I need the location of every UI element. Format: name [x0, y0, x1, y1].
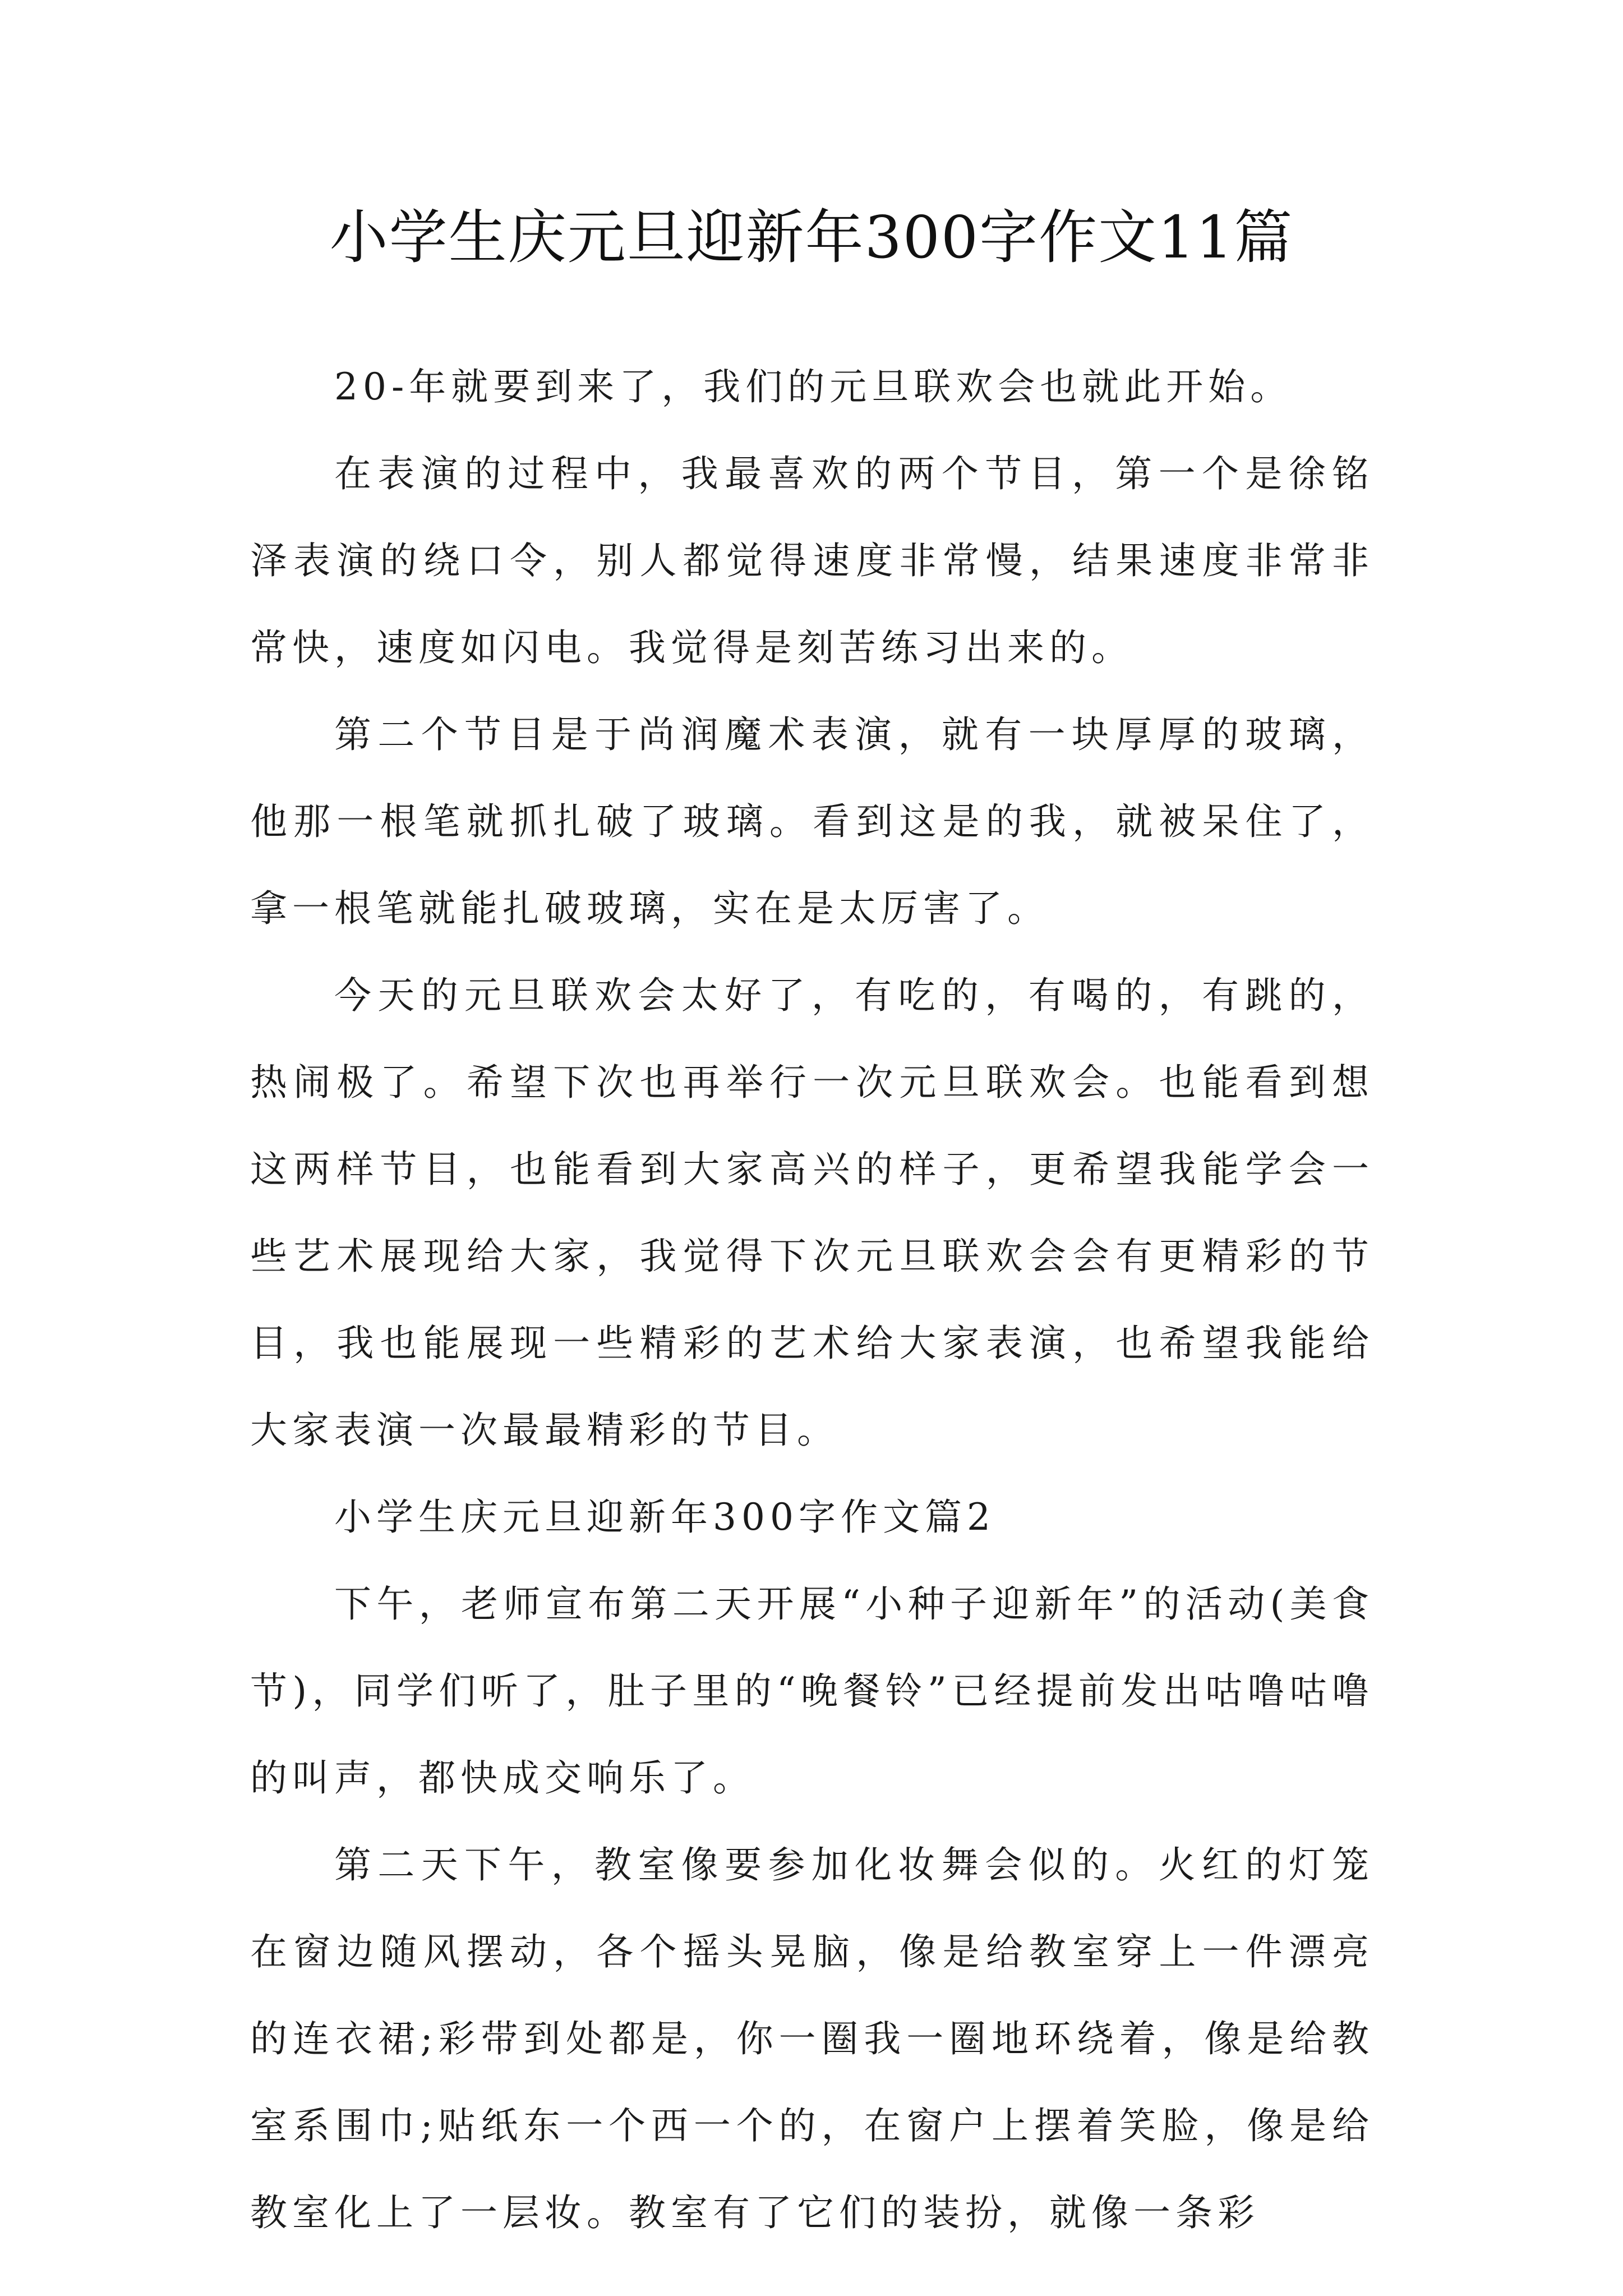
paragraph-1: 20-年就要到来了，我们的元旦联欢会也就此开始。	[334, 365, 1293, 408]
section-heading-essay-2: 小学生庆元旦迎新年300字作文篇2	[334, 1496, 995, 1539]
paragraph-5: 下午，老师宣布第二天开展“小种子迎新年”的活动(美食节)，同学们听了，肚子里的“晚餐铃”已经提前发出咕噜咕噜的叫声，都快成交响乐了。	[250, 1582, 1374, 1800]
document-title: 小学生庆元旦迎新年300字作文11篇	[329, 203, 1294, 272]
paragraph-4: 今天的元旦联欢会太好了，有吃的，有喝的，有跳的，热闹极了。希望下次也再举行一次元旦联欢会。也能看到想这两样节目，也能看到大家高兴的样子，更希望我能学会一些艺术展现给大家，我觉得下次元旦联欢会会有更精彩的节目，我也能展现一些精彩的艺术给大家表演，也希望我能给大家表演一次最最精彩的节目。	[250, 974, 1374, 1452]
document-body	[250, 343, 1374, 2256]
paragraph-6: 第二天下午，教室像要参加化妆舞会似的。火红的灯笼在窗边随风摆动，各个摇头晃脑，像是给教室穿上一件漂亮的连衣裙;彩带到处都是，你一圈我一圈地环绕着，像是给教室系围巾;贴纸东一个西一个的，在窗户上摆着笑脸，像是给教室化上了一层妆。教室有了它们的装扮，就像一条彩	[250, 1843, 1374, 2234]
paragraph-3: 第二个节目是于尚润魔术表演，就有一块厚厚的玻璃，他那一根笔就抓扎破了玻璃。看到这是的我，就被呆住了，拿一根笔就能扎破玻璃，实在是太厉害了。	[250, 713, 1374, 930]
paragraph-2: 在表演的过程中，我最喜欢的两个节目，第一个是徐铭泽表演的绕口令，别人都觉得速度非常慢，结果速度非常非常快，速度如闪电。我觉得是刻苦练习出来的。	[250, 452, 1374, 669]
